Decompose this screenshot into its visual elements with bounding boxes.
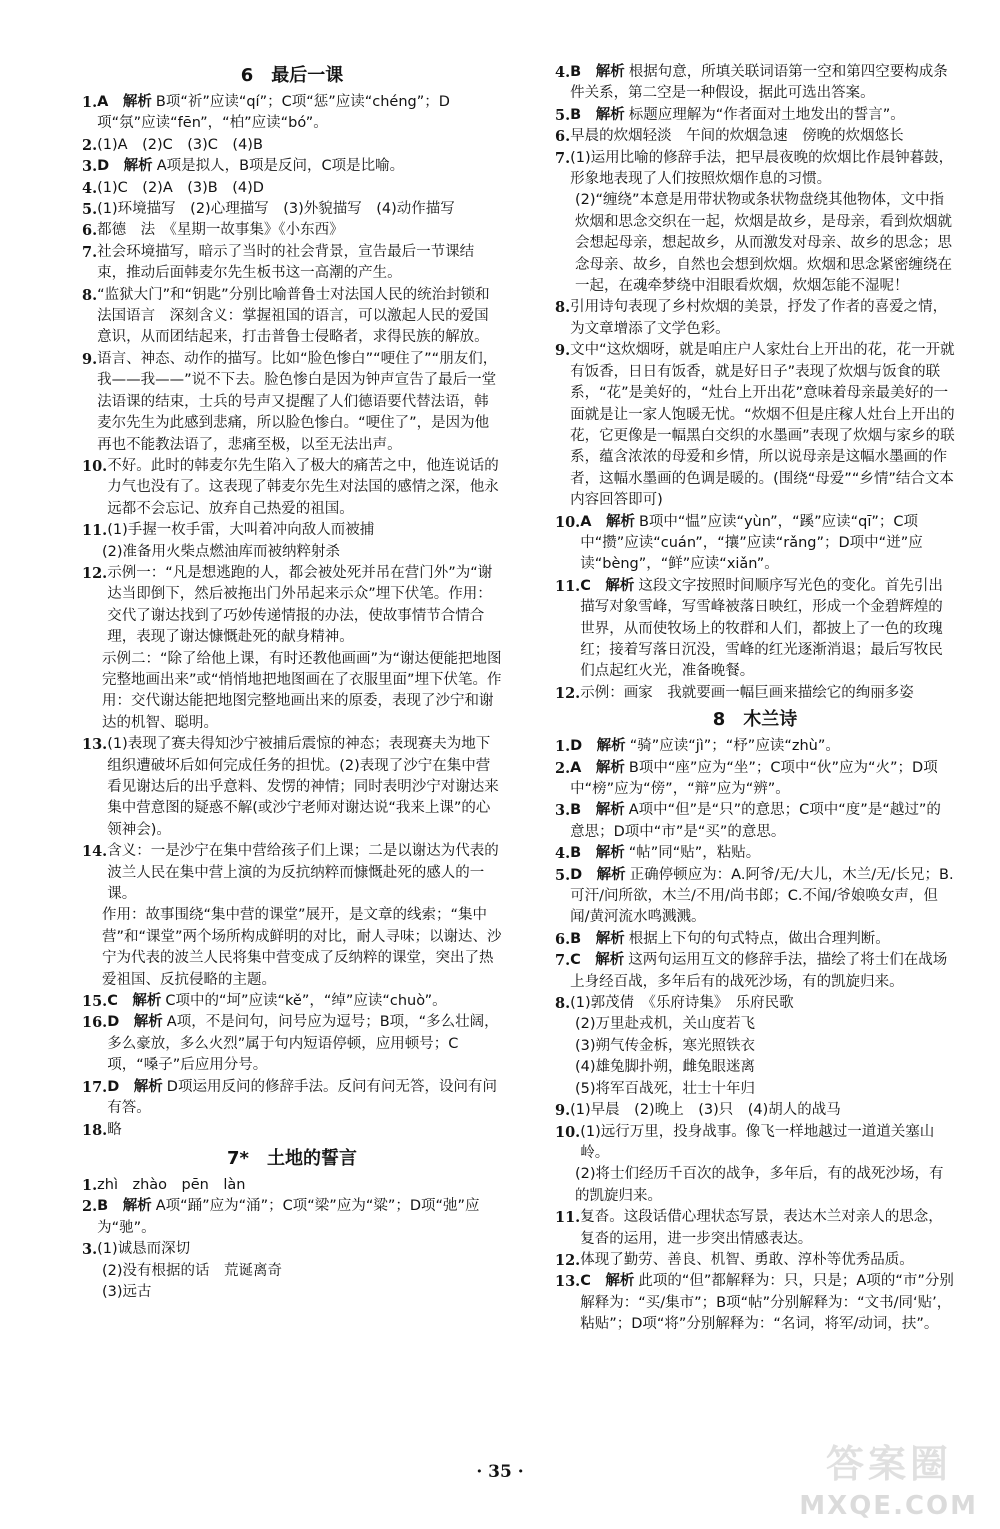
answer-body: 示例一：“凡是想逃跑的人，都会被处死并吊在营门外”为“谢达当即倒下，然后被拖出门外吊起来示众”埋下伏笔。作用：交代了谢达找到了巧妙传递情报的办法，使故事情节合情合理，表现了谢达慷慨赴死的献身精神。 <box>107 564 493 646</box>
answer-item <box>82 178 502 199</box>
answer-text <box>97 1175 502 1196</box>
answer-text <box>97 349 502 456</box>
answer-body: (2)没有根据的话 荒诞离奇 <box>102 1262 283 1279</box>
answer-number: 9. <box>82 350 98 368</box>
answer-tag: B 解析 <box>570 930 625 947</box>
answer-item <box>555 1057 955 1078</box>
answer-number: 5. <box>555 106 571 124</box>
answer-text <box>580 576 955 683</box>
answer-number: 7. <box>555 952 571 970</box>
answer-body: 社会环境描写，暗示了当时的社会背景，宣告最后一节课结束，推动后面韩麦尔先生板书这一高潮的产生。 <box>97 243 475 282</box>
answer-number: 6. <box>555 128 571 146</box>
answer-number: 8. <box>555 299 571 317</box>
answer-item <box>82 1120 502 1141</box>
answer-body: (3)远古 <box>102 1283 152 1300</box>
answer-body: “骑”应读“jì”；“杼”应读“zhù”。 <box>629 738 840 755</box>
answer-tag: A 解析 <box>570 759 625 776</box>
answer-tag: B 解析 <box>570 106 625 123</box>
answer-item <box>555 736 955 757</box>
answer-item <box>555 105 955 126</box>
watermark-url-text: MXQE.COM <box>799 1491 978 1521</box>
answer-tag: C 解析 <box>580 1273 635 1290</box>
answer-body: A项是拟人，B项是反问，C项是比喻。 <box>156 158 405 175</box>
answer-item <box>82 1239 502 1260</box>
answer-item <box>555 1164 955 1207</box>
answer-text <box>107 456 502 520</box>
answer-item <box>555 1100 955 1121</box>
answer-item <box>82 199 502 220</box>
answer-text <box>102 905 502 991</box>
answer-body: 略 <box>107 1121 122 1138</box>
answer-text <box>570 758 955 801</box>
answer-item <box>555 1207 955 1250</box>
answer-text <box>97 1196 502 1239</box>
answer-text <box>575 1057 955 1078</box>
answer-text <box>575 190 955 297</box>
answer-body: A项“踊”应为“涌”；C项“梁”应为“粱”；D项“弛”应为“驰”。 <box>97 1198 480 1236</box>
watermark-cn-text: 答案圈 <box>825 1442 952 1486</box>
answer-item <box>555 576 955 683</box>
answer-number: 4. <box>82 179 98 197</box>
answer-item <box>555 62 955 105</box>
lesson6-items <box>82 92 502 1141</box>
answer-text <box>97 156 502 177</box>
answer-text <box>570 148 955 191</box>
answer-text <box>580 1207 955 1250</box>
lesson8-items <box>555 736 955 1335</box>
answer-number: 11. <box>82 522 108 540</box>
answer-body: B项中“座”应为“坐”；C项中“伙”应为“火”；D项中“榜”应为“傍”，“辩”应为“辨”。 <box>570 759 938 797</box>
answer-text <box>97 242 502 285</box>
answer-body: (1)运用比喻的修辞手法，把早晨夜晚的炊烟比作晨钟暮鼓，形象地表现了人们按照炊烟作息的习惯。 <box>570 149 954 188</box>
answer-text <box>107 991 502 1012</box>
answer-tag: B 解析 <box>570 802 625 819</box>
answer-tag: D 解析 <box>107 1014 163 1031</box>
answer-text <box>107 1120 502 1141</box>
answer-body: “帖”同“贴”，粘贴。 <box>628 845 761 862</box>
answer-text <box>107 734 502 841</box>
answer-body: “监狱大门”和“钥匙”分别比喻普鲁士对法国人民的统治封锁和法国语言 深刻含义：掌握祖国的语言，可以激起人民的爱国意识，从而团结起来，打击普鲁士侵略者，求得民族的解放。 <box>97 286 490 346</box>
answer-text <box>97 178 502 199</box>
answer-text <box>570 1100 955 1121</box>
answer-text <box>570 105 955 126</box>
answer-text <box>102 542 502 563</box>
answer-number: 7. <box>555 149 571 167</box>
lesson7-title: 7* 土地的誓言 <box>227 1147 357 1169</box>
answer-item <box>555 190 955 297</box>
answer-number: 2. <box>555 759 571 777</box>
answer-body: B项“祈”应读“qí”；C项“惩”应读“chéng”；D项“氛”应读“fēn”，“柏”应读“bó”。 <box>97 94 450 132</box>
answer-number: 3. <box>555 802 571 820</box>
answer-item <box>82 285 502 349</box>
answer-body: (2)准备用火柴点燃油库而被纳粹射杀 <box>102 543 341 560</box>
answer-item <box>555 865 955 929</box>
answer-item <box>555 800 955 843</box>
answer-item <box>82 1196 502 1239</box>
answer-body: (2)“缠绕”本意是用带状物或条状物盘绕其他物体，文中指炊烟和思念交织在一起，炊烟是故乡，是母亲，看到炊烟就会想起母亲，想起故乡，从而激发对母亲、故乡的思念；思念母亲、故乡，自然也会想到炊烟。炊烟和思念紧密缠绕在一起，在魂牵梦绕中泪眼看炊烟，炊烟怎能不湿呢！ <box>575 192 952 295</box>
answer-tag: D 解析 <box>570 738 626 755</box>
answer-tag: D 解析 <box>97 158 153 175</box>
answer-item <box>82 991 502 1012</box>
answer-text <box>570 929 955 950</box>
answer-text <box>575 1164 955 1207</box>
answer-text <box>570 865 955 929</box>
answer-item <box>82 92 502 135</box>
answer-text <box>575 1036 955 1057</box>
answer-number: 13. <box>82 736 108 754</box>
answer-body: 标题应理解为“作者面对土地发出的誓言”。 <box>628 106 905 123</box>
answer-text <box>107 1012 502 1076</box>
answer-body: 作用：故事围绕“集中营的课堂”展开，是文章的线索；“集中营”和“课堂”两个场所构成鲜明的对比，耐人寻味；以谢达、沙宁为代表的波兰人民将集中营变成了反纳粹的课堂，突出了热爱祖国、反抗侵略的主题。 <box>102 907 502 988</box>
answer-body: (1)远行万里，投身战事。像飞一样地越过一道道关塞山岭。 <box>580 1123 935 1161</box>
answer-tag: B 解析 <box>570 845 625 862</box>
answer-number: 12. <box>555 1251 581 1269</box>
answer-body: 文中“这炊烟呀，就是咱庄户人家灶台上开出的花，花一开就有饭香，日日有饭香，就是好日子”表现了炊烟与饭食的联系，“花”是美好的，“灶台上开出花”意味着母亲最美好的一面就是让一家人饱暖无忧。“炊烟不但是庄稼人灶台上开出的花，它更像是一幅黑白交织的水墨画”表现了炊烟与家乡的联系，蕴含浓浓的母爱和乡情，所以说母亲是这幅水墨画的作者，这幅水墨画的色调是暖的。(围绕“母爱”“乡情”结合文本内容回答即可) <box>570 342 955 509</box>
answer-body: (1)C (2)A (3)B (4)D <box>97 179 264 196</box>
answer-item <box>82 1175 502 1196</box>
answer-body: 都德 法 《星期一故事集》《小东西》 <box>97 222 344 239</box>
answer-number: 5. <box>555 866 571 884</box>
answer-body: (5)将军百战死，壮士十年归 <box>575 1080 756 1097</box>
answer-body: 根据句意，所填关联词语第一空和第四空要构成条件关系，第二空是一种假设，据此可选出答案。 <box>570 64 948 102</box>
answer-text <box>580 1122 955 1165</box>
answer-item <box>555 126 955 147</box>
answer-item <box>555 1122 955 1165</box>
answer-number: 9. <box>555 1102 571 1120</box>
answer-body: 复沓。这段话借心理状态写景，表达木兰对亲人的思念，复沓的运用，进一步突出情感表达。 <box>580 1209 943 1247</box>
page-number: · 35 · <box>476 1462 524 1482</box>
answer-item <box>555 929 955 950</box>
answer-body: B项中“愠”应读“yùn”，“蹊”应读“qī”；C项中“攒”应读“cuán”，“攘”应读“rǎng”；D项中“迸”应读“bèng”，“鲜”应读“xiǎn”。 <box>580 513 923 573</box>
answer-body: 示例：画家 我就要画一幅巨画来描绘它的绚丽多姿 <box>580 684 914 701</box>
answer-number: 18. <box>82 1121 108 1139</box>
answer-number: 8. <box>555 995 571 1013</box>
answer-text <box>570 800 955 843</box>
answer-body: (4)雄兔脚扑朔，雌兔眼迷离 <box>575 1059 756 1076</box>
answer-body: 这段文字按照时间顺序写光色的变化。首先引出描写对象雪峰，写雪峰被落日映红，形成一个金碧辉煌的世界，从而使牧场上的牧群和人们，都披上了一色的玫瑰红；接着写落日沉没，雪峰的红光逐渐消退；最后写牧民们点起红火光，准备晚餐。 <box>580 577 943 680</box>
answer-body: A项，不是问句，问号应为逗号；B项，“多么壮阔，多么豪放，多么火烈”属于句内短语停顿，应用顿号；C项，“嗓子”后应用分号。 <box>107 1014 499 1074</box>
answer-number: 10. <box>555 513 581 531</box>
answer-text <box>102 1282 502 1303</box>
answer-number: 1. <box>82 1176 98 1194</box>
answer-item <box>555 1250 955 1271</box>
answer-item <box>555 758 955 801</box>
answer-text <box>570 843 955 864</box>
answer-item <box>555 297 955 340</box>
answer-number: 2. <box>82 136 98 154</box>
answer-text <box>570 297 955 340</box>
answer-item <box>555 993 955 1014</box>
answer-tag: B 解析 <box>570 64 625 80</box>
answer-number: 11. <box>555 1209 581 1227</box>
answer-item <box>82 1282 502 1303</box>
answer-tag: D 解析 <box>107 1078 163 1095</box>
answer-text <box>570 736 955 757</box>
answer-item <box>82 649 502 735</box>
left-column <box>82 62 502 1303</box>
answer-text <box>580 512 955 576</box>
answer-item <box>82 841 502 905</box>
answer-item <box>82 242 502 285</box>
answer-body: (2)将士们经历千百次的战争，多年后，有的战死沙场，有的凯旋归来。 <box>575 1166 944 1204</box>
answer-text <box>107 841 502 905</box>
lesson6-title: 6 最后一课 <box>240 65 344 86</box>
answer-number: 15. <box>82 993 108 1011</box>
answer-text <box>107 1077 502 1120</box>
answer-item <box>555 1036 955 1057</box>
answer-body: 正确停顿应为：A.阿爷/无/大儿，木兰/无/长兄；B.可汗/问所欲，木兰/不用/尚书郎；C.不闻/爷娘唤女声，但闻/黄河流水鸣溅溅。 <box>570 866 954 926</box>
answer-text <box>575 1079 955 1100</box>
answer-text <box>97 135 502 156</box>
answer-number: 16. <box>82 1014 108 1032</box>
answer-item <box>82 220 502 241</box>
lesson8-title: 8 木兰诗 <box>712 709 798 731</box>
answer-item <box>555 512 955 576</box>
answer-text <box>570 340 955 511</box>
answer-text <box>97 220 502 241</box>
answer-number: 8. <box>82 286 98 304</box>
answer-item <box>82 734 502 841</box>
answer-item <box>82 456 502 520</box>
answer-number: 2. <box>82 1198 98 1216</box>
answer-number: 1. <box>555 738 571 756</box>
answer-item <box>555 843 955 864</box>
answer-number: 11. <box>555 577 581 595</box>
answer-tag: C 解析 <box>107 993 162 1010</box>
answer-item <box>555 1014 955 1035</box>
answer-body: (1)早晨 (2)晚上 (3)只 (4)胡人的战马 <box>570 1102 841 1119</box>
answer-body: 不好。此时的韩麦尔先生陷入了极大的痛苦之中，他连说话的力气也没有了。这表现了韩麦尔先生对法国的感情之深，他永远都不会忘记、放弃自己热爱的祖国。 <box>107 457 499 517</box>
answer-item <box>82 542 502 563</box>
answer-body: 早晨的炊烟轻淡 午间的炊烟急速 傍晚的炊烟悠长 <box>570 128 904 145</box>
lesson7-items <box>82 1175 502 1303</box>
answer-text <box>97 285 502 349</box>
answer-body: (2)万里赴戎机，关山度若飞 <box>575 1016 756 1033</box>
answer-tag: B 解析 <box>97 1198 152 1215</box>
answer-body: (3)朔气传金柝，寒光照铁衣 <box>575 1037 756 1054</box>
answer-text <box>570 62 955 105</box>
answer-number: 3. <box>82 158 98 176</box>
answer-body: 根据上下句的句式特点，做出合理判断。 <box>628 930 890 947</box>
answer-body: 这两句运用互文的修辞手法，描绘了将士们在战场上身经百战，多年后有的战死沙场，有的凯旋归来。 <box>570 952 948 990</box>
answer-number: 14. <box>82 843 108 861</box>
answer-number: 9. <box>555 342 571 360</box>
answer-item <box>82 520 502 541</box>
answer-tag: D 解析 <box>570 866 626 883</box>
watermark-logo <box>777 1433 982 1521</box>
answer-item <box>555 683 955 704</box>
answer-body: (1)表现了赛夫得知沙宁被捕后震惊的神态；表现赛夫为地下组织遭破坏后如何完成任务的担忧。(2)表现了沙宁在集中营看见谢达后的出乎意料、发愣的神情；同时表明沙宁对谢达来集中营意图的疑惑不解(或沙宁老师对谢达说“我来上课”的心领神会)。 <box>107 736 499 838</box>
answer-number: 5. <box>82 201 98 219</box>
answer-body: 引用诗句表现了乡村炊烟的美景，抒发了作者的喜爱之情，为文章增添了文学色彩。 <box>570 299 948 337</box>
answer-number: 6. <box>555 930 571 948</box>
answer-item <box>82 1077 502 1120</box>
answer-text <box>97 199 502 220</box>
lesson7-cont-items <box>555 62 955 704</box>
answer-number: 17. <box>82 1078 108 1096</box>
answer-tag: A 解析 <box>580 513 635 530</box>
answer-number: 6. <box>82 222 98 240</box>
answer-item <box>82 905 502 991</box>
answer-number: 4. <box>555 845 571 863</box>
answer-body: (1)A (2)C (3)C (4)B <box>97 136 263 153</box>
right-column <box>555 62 955 1336</box>
answer-tag: C 解析 <box>570 952 625 969</box>
answer-body: 体现了勤劳、善良、机智、勇敢、淳朴等优秀品质。 <box>580 1251 914 1268</box>
answer-body: A项中“但”是“只”的意思；C项中“度”是“越过”的意思；D项中“市”是“买”的意思。 <box>570 802 941 840</box>
answer-text <box>102 649 502 735</box>
answer-number: 12. <box>555 684 581 702</box>
answer-item <box>82 563 502 649</box>
answer-body: (1)诚恳而深切 <box>97 1241 191 1258</box>
answer-body: 语言、神态、动作的描写。比如“脸色惨白”“哽住了”“朋友们，我——我——”说不下去。脸色惨白是因为钟声宣告了最后一堂法语课的结束，士兵的号声又提醒了人们德语要代替法语，韩麦尔先生为此感到悲痛，所以脸色惨白。“哽住了”，是因为他再也不能教法语了，悲痛至极，以至无法出声。 <box>97 350 498 453</box>
answer-body: (1)环境描写 (2)心理描写 (3)外貌描写 (4)动作描写 <box>97 201 455 218</box>
answer-item <box>82 135 502 156</box>
page-number-value: 35 <box>488 1462 512 1482</box>
answer-item <box>555 340 955 511</box>
answer-number: 4. <box>555 64 571 81</box>
answer-number: 13. <box>555 1273 581 1291</box>
answer-number: 12. <box>82 564 108 582</box>
answer-number: 3. <box>82 1241 98 1259</box>
answer-body: (1)郭茂倩 《乐府诗集》 乐府民歌 <box>570 995 794 1012</box>
answer-body: 示例二：“除了给他上课，有时还教他画画”为“谢达便能把地图完整地画出来”或“悄悄地把地图画在了衣服里面”埋下伏笔。作用：交代谢达能把地图完整地画出来的原委，表现了沙宁和谢达的机智、聪明。 <box>102 650 502 731</box>
answer-text <box>580 1250 955 1271</box>
answer-text <box>570 993 955 1014</box>
answer-text <box>575 1014 955 1035</box>
answer-text <box>97 1239 502 1260</box>
answer-body: zhì zhào pēn làn <box>97 1176 246 1193</box>
answer-item <box>555 1271 955 1335</box>
answer-item <box>82 1012 502 1076</box>
answer-item <box>555 950 955 993</box>
answer-tag: C 解析 <box>580 577 635 594</box>
answer-body: 含义：一是沙宁在集中营给孩子们上课；二是以谢达为代表的波兰人民在集中营上演的为反抗纳粹而慷慨赴死的感人的一课。 <box>107 843 499 903</box>
answer-body: C项中的“坷”应读“kě”，“绰”应读“chuò”。 <box>165 993 447 1010</box>
answer-text <box>107 520 502 541</box>
answer-text <box>570 126 955 147</box>
answer-body: (1)手握一枚手雷，大叫着冲向敌人而被捕 <box>107 522 375 539</box>
answer-text <box>97 92 502 135</box>
answer-item <box>82 1261 502 1282</box>
answer-item <box>555 148 955 191</box>
answer-text <box>580 1271 955 1335</box>
answer-item <box>82 156 502 177</box>
answer-tag: A 解析 <box>97 94 152 110</box>
answer-text <box>102 1261 502 1282</box>
answer-number: 7. <box>82 243 98 261</box>
answer-number: 1. <box>82 94 98 111</box>
answer-text <box>570 950 955 993</box>
answer-text <box>580 683 955 704</box>
answer-item <box>82 349 502 456</box>
answer-body: 此项的“但”都解释为：只，只是；A项的“市”分别解释为：“买/集市”；B项“帖”分别解释为：“文书/同‘贴’，粘贴”；D项“将”分别解释为：“名词，将军/动词，扶”。 <box>580 1273 954 1333</box>
answer-item <box>555 1079 955 1100</box>
answer-number: 10. <box>555 1123 581 1141</box>
answer-text <box>107 563 502 649</box>
answer-body: D项运用反问的修辞手法。反问有问无答，设问有问有答。 <box>107 1078 497 1117</box>
answer-number: 10. <box>82 457 108 475</box>
